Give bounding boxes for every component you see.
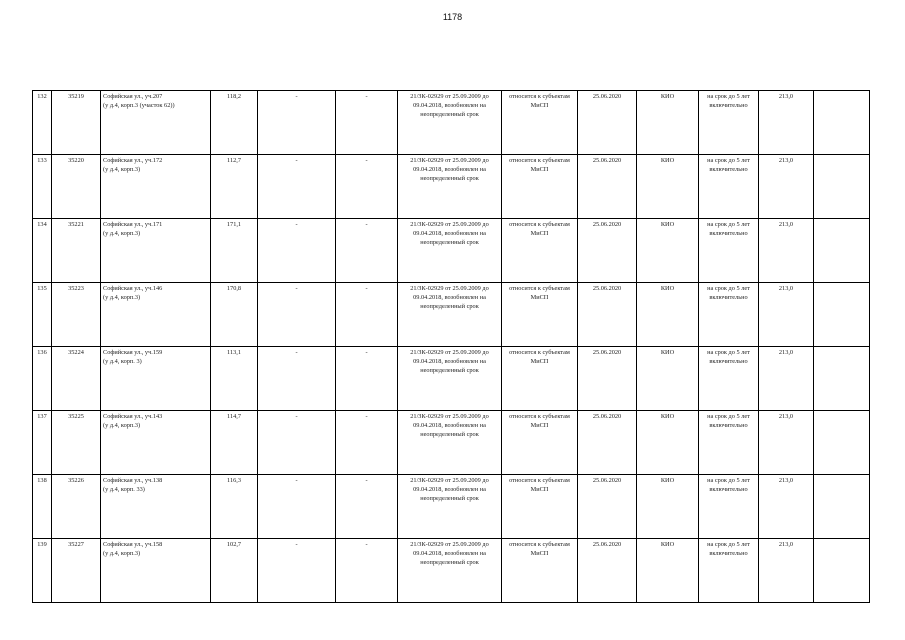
extra-cell: [814, 411, 870, 475]
permit-cell: 21/ЗК-02929 от 25.09.2009 до 09.04.2018, возобновлен на неопределенный срок: [398, 283, 502, 347]
date-cell: 25.06.2020: [578, 155, 637, 219]
area-cell: 102,7: [211, 539, 258, 603]
object-code: 35226: [52, 475, 101, 539]
object-code: 35224: [52, 347, 101, 411]
col5-cell: -: [258, 283, 336, 347]
table-row: [33, 283, 870, 347]
area-cell: 114,7: [211, 411, 258, 475]
col6-cell: -: [336, 91, 398, 155]
subject-cell: относится к субъектам МиСП: [502, 539, 578, 603]
col6-cell: -: [336, 347, 398, 411]
subject-cell: относится к субъектам МиСП: [502, 91, 578, 155]
term-cell: на срок до 5 лет включительно: [699, 91, 759, 155]
value-cell: 213,0: [759, 283, 814, 347]
term-cell: на срок до 5 лет включительно: [699, 347, 759, 411]
col6-cell: -: [336, 475, 398, 539]
org-cell: КИО: [637, 475, 699, 539]
object-code: 35223: [52, 283, 101, 347]
col6-cell: -: [336, 411, 398, 475]
address-cell: Софийская ул., уч.172 (у д.4, корп.3): [101, 155, 211, 219]
object-code: 35220: [52, 155, 101, 219]
col6-cell: -: [336, 155, 398, 219]
subject-cell: относится к субъектам МиСП: [502, 347, 578, 411]
table-row: [33, 155, 870, 219]
subject-cell: относится к субъектам МиСП: [502, 219, 578, 283]
value-cell: 213,0: [759, 475, 814, 539]
permit-cell: 21/ЗК-02929 от 25.09.2009 до 09.04.2018, возобновлен на неопределенный срок: [398, 475, 502, 539]
date-cell: 25.06.2020: [578, 539, 637, 603]
col5-cell: -: [258, 91, 336, 155]
row-number: 136: [33, 347, 52, 411]
table-row: [33, 475, 870, 539]
org-cell: КИО: [637, 411, 699, 475]
subject-cell: относится к субъектам МиСП: [502, 411, 578, 475]
permit-cell: 21/ЗК-02929 от 25.09.2009 до 09.04.2018, возобновлен на неопределенный срок: [398, 347, 502, 411]
row-number: 132: [33, 91, 52, 155]
subject-cell: относится к субъектам МиСП: [502, 475, 578, 539]
object-code: 35219: [52, 91, 101, 155]
value-cell: 213,0: [759, 91, 814, 155]
col6-cell: -: [336, 219, 398, 283]
address-cell: Софийская ул., уч.146 (у д.4, корп.3): [101, 283, 211, 347]
extra-cell: [814, 347, 870, 411]
address-cell: Софийская ул., уч.143 (у д.4, корп.3): [101, 411, 211, 475]
row-number: 138: [33, 475, 52, 539]
org-cell: КИО: [637, 347, 699, 411]
extra-cell: [814, 219, 870, 283]
table-row: [33, 411, 870, 475]
area-cell: 170,8: [211, 283, 258, 347]
table-row: [33, 91, 870, 155]
area-cell: 116,3: [211, 475, 258, 539]
row-number: 133: [33, 155, 52, 219]
area-cell: 171,1: [211, 219, 258, 283]
value-cell: 213,0: [759, 411, 814, 475]
value-cell: 213,0: [759, 155, 814, 219]
address-cell: Софийская ул., уч.207 (у д.4, корп.3 (участок 62)): [101, 91, 211, 155]
table-row: [33, 539, 870, 603]
value-cell: 213,0: [759, 347, 814, 411]
permit-cell: 21/ЗК-02929 от 25.09.2009 до 09.04.2018, возобновлен на неопределенный срок: [398, 411, 502, 475]
date-cell: 25.06.2020: [578, 219, 637, 283]
org-cell: КИО: [637, 539, 699, 603]
object-code: 35225: [52, 411, 101, 475]
value-cell: 213,0: [759, 219, 814, 283]
area-cell: 112,7: [211, 155, 258, 219]
term-cell: на срок до 5 лет включительно: [699, 411, 759, 475]
page-number: 1178: [442, 12, 463, 22]
org-cell: КИО: [637, 91, 699, 155]
term-cell: на срок до 5 лет включительно: [699, 539, 759, 603]
col5-cell: -: [258, 347, 336, 411]
object-code: 35227: [52, 539, 101, 603]
address-cell: Софийская ул., уч.158 (у д.4, корп.3): [101, 539, 211, 603]
row-number: 134: [33, 219, 52, 283]
date-cell: 25.06.2020: [578, 91, 637, 155]
date-cell: 25.06.2020: [578, 411, 637, 475]
permit-cell: 21/ЗК-02929 от 25.09.2009 до 09.04.2018, возобновлен на неопределенный срок: [398, 91, 502, 155]
col5-cell: -: [258, 539, 336, 603]
area-cell: 118,2: [211, 91, 258, 155]
permit-cell: 21/ЗК-02929 от 25.09.2009 до 09.04.2018, возобновлен на неопределенный срок: [398, 155, 502, 219]
date-cell: 25.06.2020: [578, 347, 637, 411]
row-number: 137: [33, 411, 52, 475]
term-cell: на срок до 5 лет включительно: [699, 475, 759, 539]
area-cell: 113,1: [211, 347, 258, 411]
row-number: 135: [33, 283, 52, 347]
permit-cell: 21/ЗК-02929 от 25.09.2009 до 09.04.2018, возобновлен на неопределенный срок: [398, 539, 502, 603]
org-cell: КИО: [637, 219, 699, 283]
extra-cell: [814, 475, 870, 539]
address-cell: Софийская ул., уч.159 (у д.4, корп. 3): [101, 347, 211, 411]
value-cell: 213,0: [759, 539, 814, 603]
address-cell: Софийская ул., уч.138 (у д.4, корп. 33): [101, 475, 211, 539]
date-cell: 25.06.2020: [578, 475, 637, 539]
extra-cell: [814, 91, 870, 155]
table-row: [33, 347, 870, 411]
address-cell: Софийская ул., уч.171 (у д.4, корп.3): [101, 219, 211, 283]
object-code: 35221: [52, 219, 101, 283]
extra-cell: [814, 283, 870, 347]
org-cell: КИО: [637, 283, 699, 347]
col5-cell: -: [258, 219, 336, 283]
col6-cell: -: [336, 283, 398, 347]
subject-cell: относится к субъектам МиСП: [502, 283, 578, 347]
col6-cell: -: [336, 539, 398, 603]
subject-cell: относится к субъектам МиСП: [502, 155, 578, 219]
term-cell: на срок до 5 лет включительно: [699, 155, 759, 219]
extra-cell: [814, 539, 870, 603]
org-cell: КИО: [637, 155, 699, 219]
col5-cell: -: [258, 475, 336, 539]
date-cell: 25.06.2020: [578, 283, 637, 347]
term-cell: на срок до 5 лет включительно: [699, 219, 759, 283]
permit-cell: 21/ЗК-02929 от 25.09.2009 до 09.04.2018, возобновлен на неопределенный срок: [398, 219, 502, 283]
col5-cell: -: [258, 155, 336, 219]
term-cell: на срок до 5 лет включительно: [699, 283, 759, 347]
col5-cell: -: [258, 411, 336, 475]
registry-table: [32, 90, 870, 603]
table-row: [33, 219, 870, 283]
row-number: 139: [33, 539, 52, 603]
extra-cell: [814, 155, 870, 219]
